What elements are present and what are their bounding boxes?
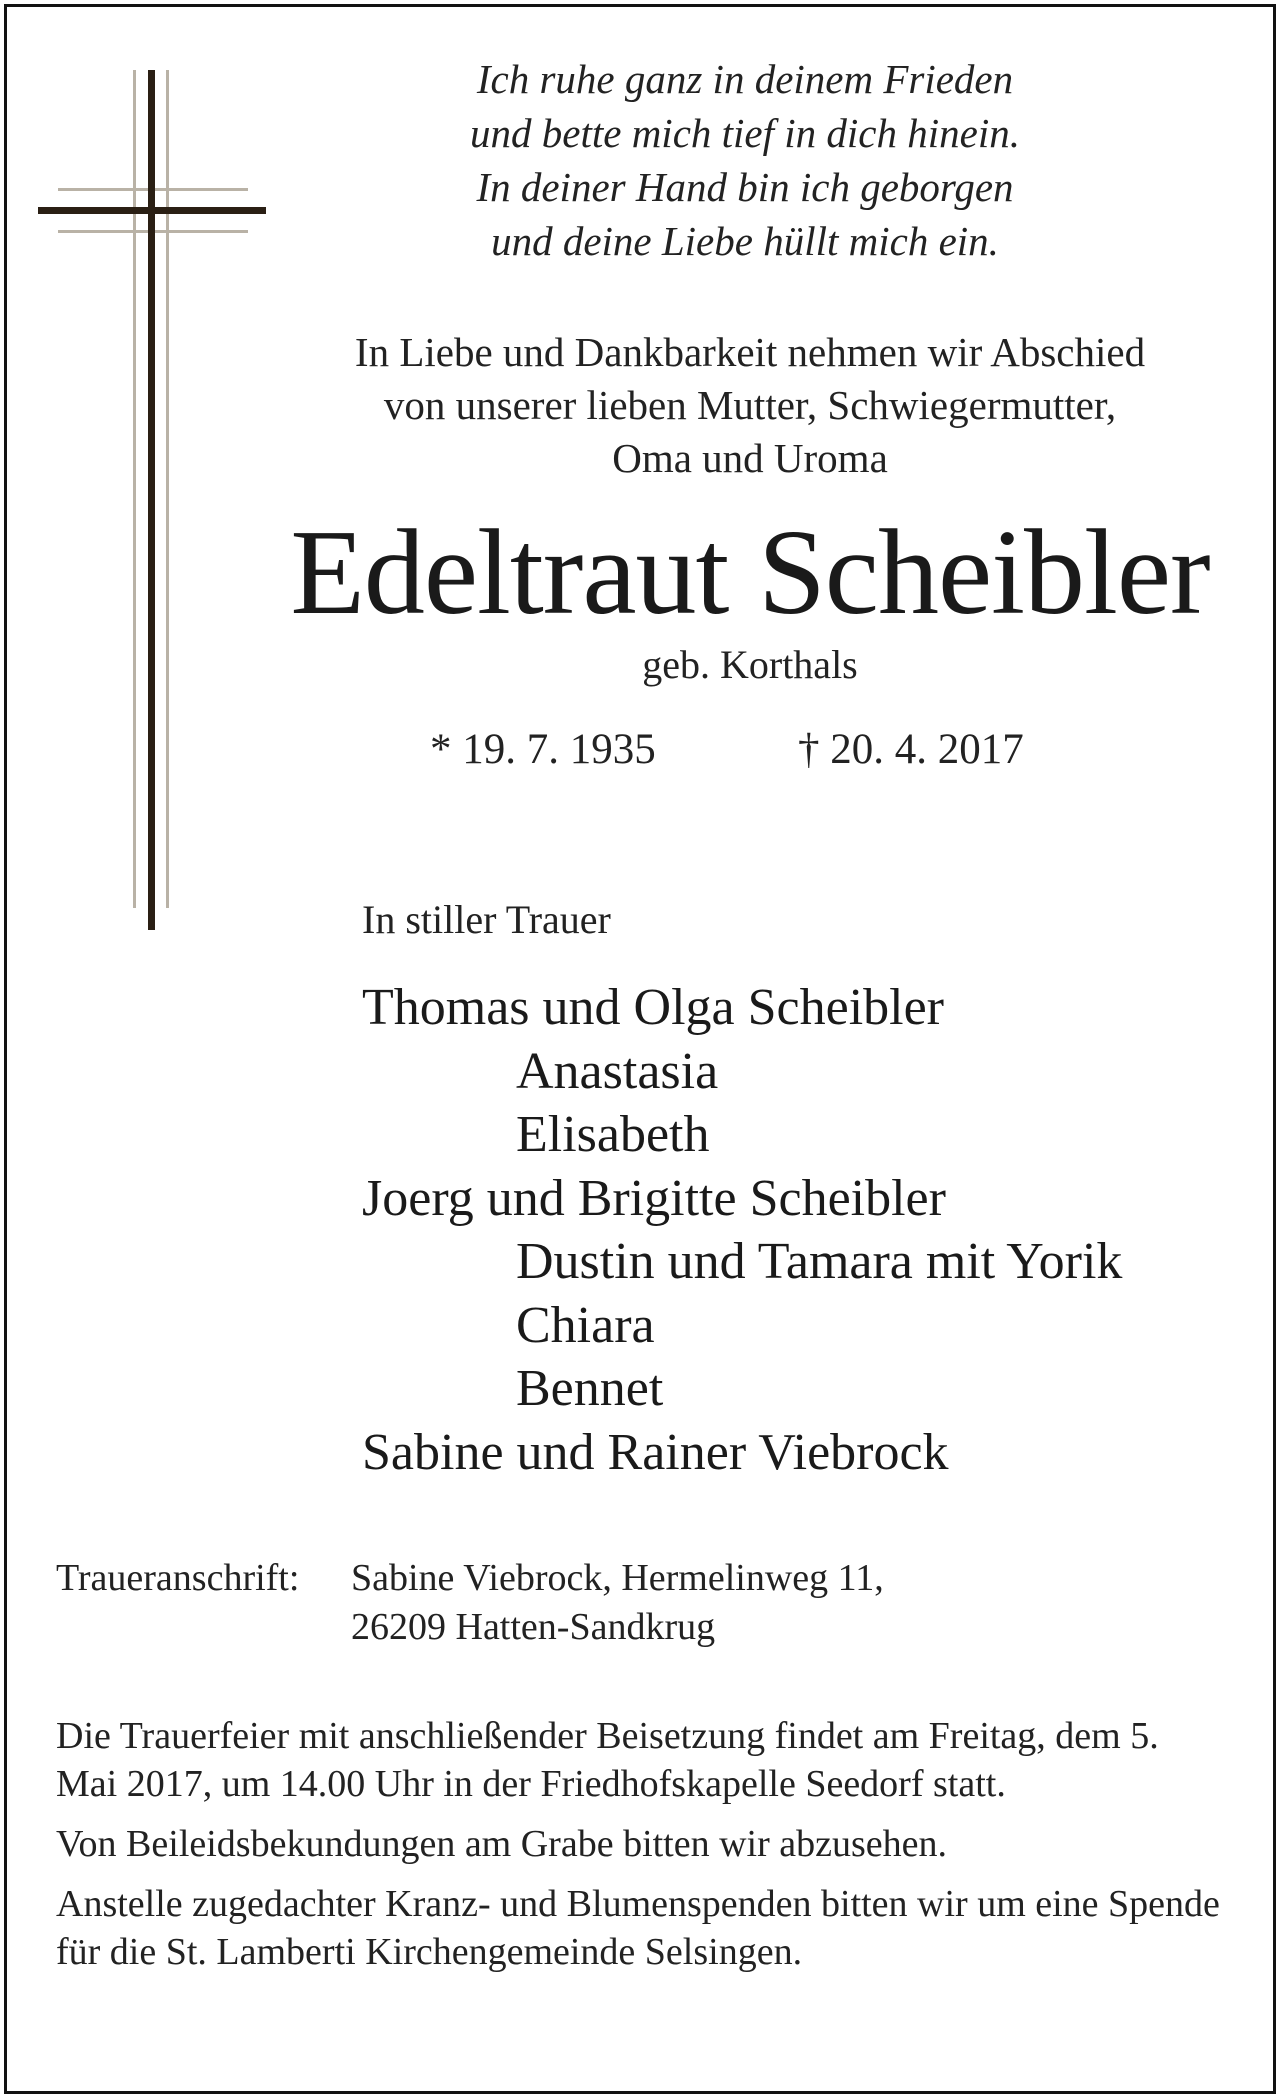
address-line: 26209 Hatten-Sandkrug bbox=[351, 1606, 716, 1648]
family-member: Anastasia bbox=[516, 1042, 719, 1100]
family-member: Dustin und Tamara mit Yorik bbox=[516, 1233, 1123, 1290]
poem bbox=[330, 52, 1160, 268]
funeral-service-note: Die Trauerfeier mit anschließender Beisetzung findet am Freitag, dem 5. Mai 2017, um 14.00 Uhr in der Friedhofskapelle Seedorf statt. bbox=[56, 1715, 1159, 1805]
address-label: Traueranschrift: bbox=[56, 1557, 300, 1599]
family-member: Elisabeth bbox=[516, 1106, 710, 1163]
deceased-name: Edeltraut Scheibler bbox=[290, 505, 1210, 640]
intro-line: Oma und Uroma bbox=[612, 435, 888, 481]
family-member: Bennet bbox=[516, 1360, 664, 1417]
donation-note: Anstelle zugedachter Kranz- und Blumenspenden bitten wir um eine Spende für die St. Lamberti Kirchengemeinde Selsingen. bbox=[56, 1883, 1220, 1973]
poem-line: Ich ruhe ganz in deinem Frieden bbox=[476, 56, 1014, 102]
mourning-label: In stiller Trauer bbox=[362, 897, 611, 942]
family-member: Chiara bbox=[516, 1296, 655, 1354]
intro-line: In Liebe und Dankbarkeit nehmen wir Abschied bbox=[354, 329, 1146, 375]
funeral-notes bbox=[56, 1712, 1226, 1988]
intro-line: von unserer lieben Mutter, Schwiegermutter, bbox=[383, 382, 1117, 428]
poem-line: und bette mich tief in dich hinein. bbox=[470, 110, 1020, 156]
death-date: † 20. 4. 2017 bbox=[798, 726, 1024, 773]
address-line: Sabine Viebrock, Hermelinweg 11, bbox=[351, 1557, 884, 1599]
condolence-note: Von Beileidsbekundungen am Grabe bitten wir abzusehen. bbox=[56, 1823, 948, 1865]
mourning-address bbox=[56, 1554, 884, 1652]
cross-icon bbox=[38, 70, 268, 930]
family-member: Sabine und Rainer Viebrock bbox=[362, 1423, 949, 1481]
family-member: Joerg und Brigitte Scheibler bbox=[362, 1169, 946, 1227]
poem-line: und deine Liebe hüllt mich ein. bbox=[491, 218, 999, 264]
family-list bbox=[362, 976, 1122, 1484]
poem-line: In deiner Hand bin ich geborgen bbox=[476, 164, 1014, 210]
family-member: Thomas und Olga Scheibler bbox=[362, 979, 944, 1036]
birth-date: * 19. 7. 1935 bbox=[430, 726, 656, 773]
farewell-intro bbox=[250, 326, 1250, 485]
maiden-name: geb. Korthals bbox=[642, 642, 858, 687]
